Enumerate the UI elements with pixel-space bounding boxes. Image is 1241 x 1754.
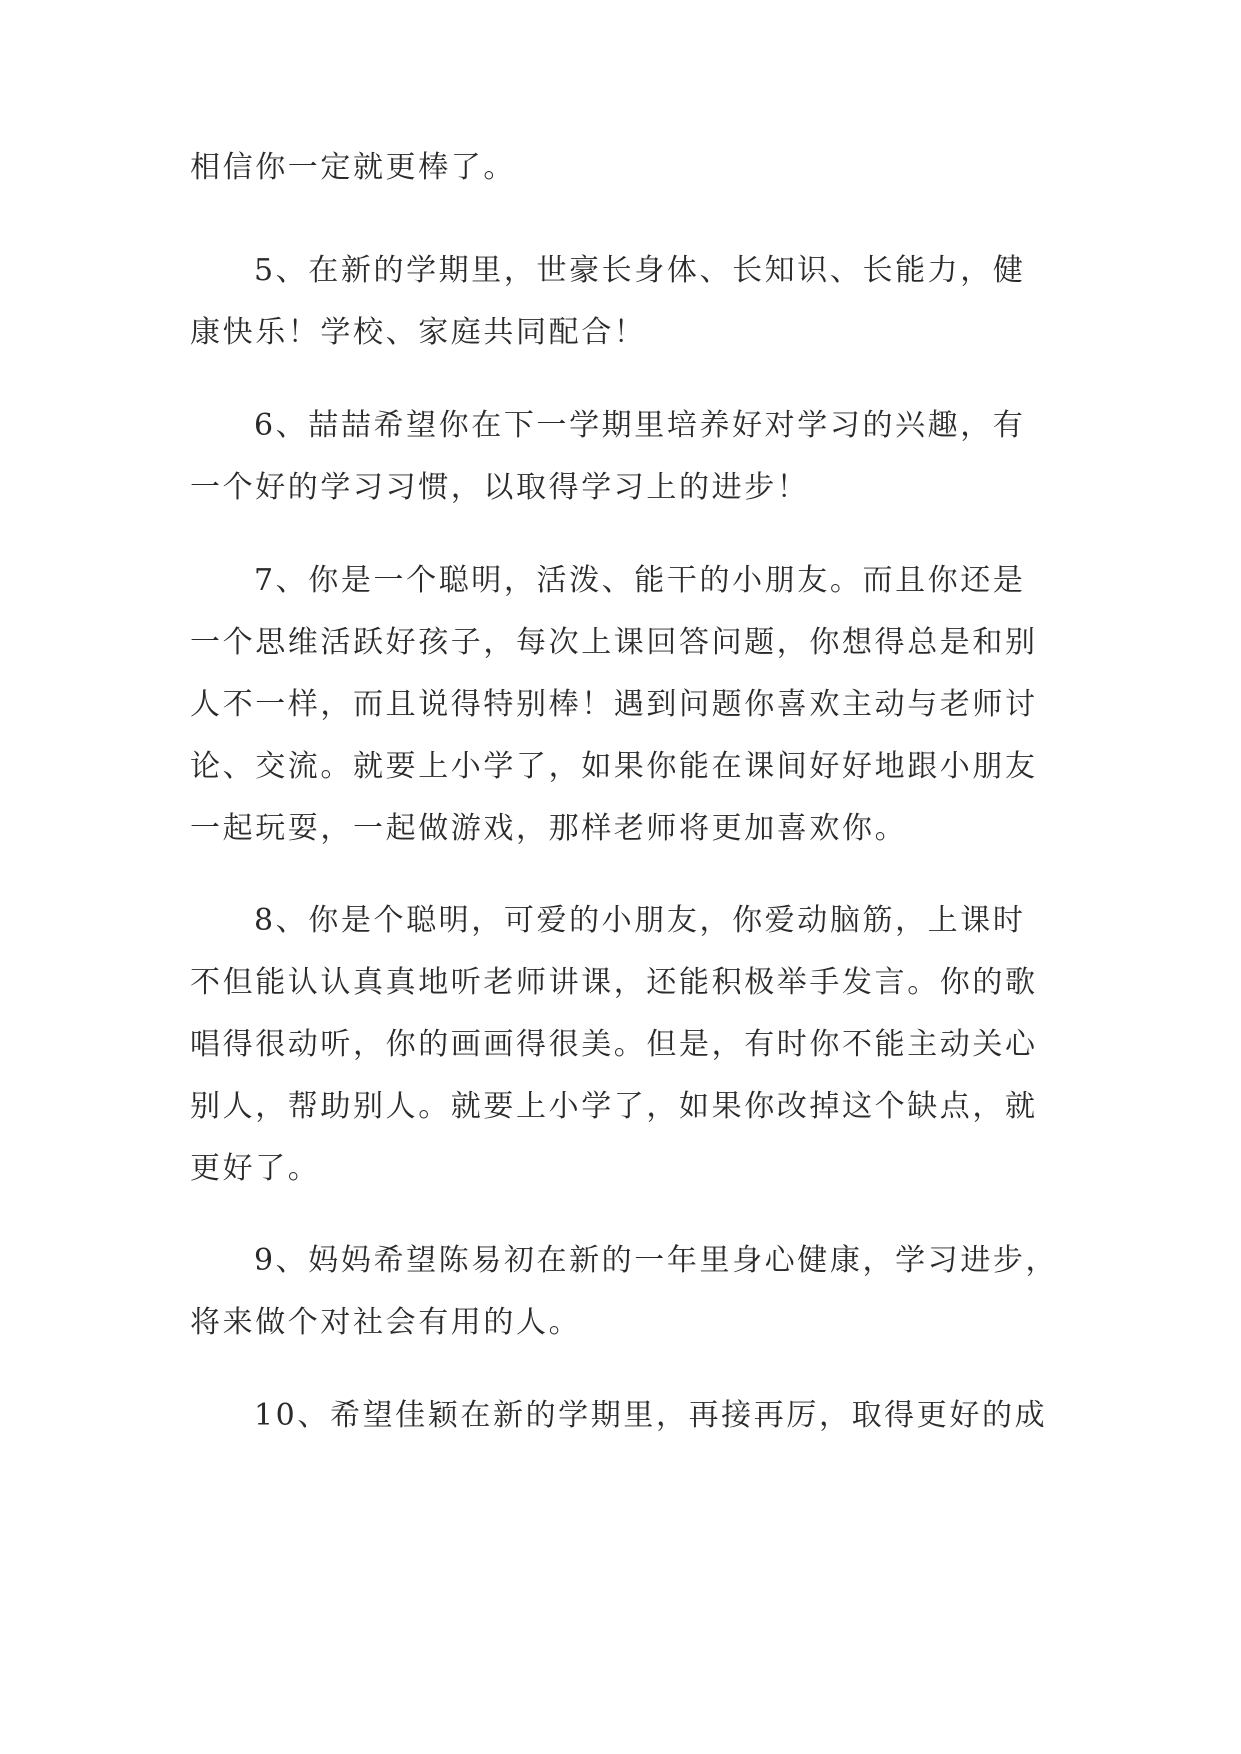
text-line: 不但能认认真真地听老师讲课，还能积极举手发言。你的歌 (190, 965, 1038, 1000)
text-line: 别人，帮助别人。就要上小学了，如果你改掉这个缺点，就 (190, 1089, 1038, 1124)
text-line: 7、你是一个聪明，活泼、能干的小朋友。而且你还是 (254, 563, 1026, 598)
paragraph-6 (190, 395, 1060, 519)
paragraph-5 (190, 240, 1060, 364)
paragraph-4-continuation (190, 137, 1060, 199)
text-line: 一个思维活跃好孩子，每次上课回答问题，你想得总是和别 (190, 625, 1038, 660)
paragraph-7 (190, 550, 1060, 860)
text-line: 5、在新的学期里，世豪长身体、长知识、长能力，健 (254, 253, 1026, 288)
text-line: 更好了。 (190, 1151, 321, 1186)
text-line: 人不一样，而且说得特别棒！遇到问题你喜欢主动与老师讨 (190, 687, 1038, 722)
text-line: 9、妈妈希望陈易初在新的一年里身心健康，学习进步， (254, 1243, 1059, 1278)
text-line: 相信你一定就更棒了。 (190, 150, 516, 185)
paragraph-8 (190, 890, 1060, 1200)
paragraph-9 (190, 1230, 1060, 1354)
text-line: 一个好的学习习惯，以取得学习上的进步！ (190, 470, 810, 505)
text-line: 一起玩耍，一起做游戏，那样老师将更加喜欢你。 (190, 811, 908, 846)
text-line: 10、希望佳颖在新的学期里，再接再厉，取得更好的成 (254, 1398, 1048, 1433)
text-line: 8、你是个聪明，可爱的小朋友，你爱动脑筋，上课时 (254, 903, 1026, 938)
text-line: 唱得很动听，你的画画得很美。但是，有时你不能主动关心 (190, 1027, 1038, 1062)
paragraph-10 (190, 1385, 1060, 1447)
text-line: 论、交流。就要上小学了，如果你能在课间好好地跟小朋友 (190, 749, 1038, 784)
text-line: 6、喆喆希望你在下一学期里培养好对学习的兴趣，有 (254, 408, 1026, 443)
text-line: 将来做个对社会有用的人。 (190, 1305, 582, 1340)
text-line: 康快乐！学校、家庭共同配合！ (190, 315, 647, 350)
